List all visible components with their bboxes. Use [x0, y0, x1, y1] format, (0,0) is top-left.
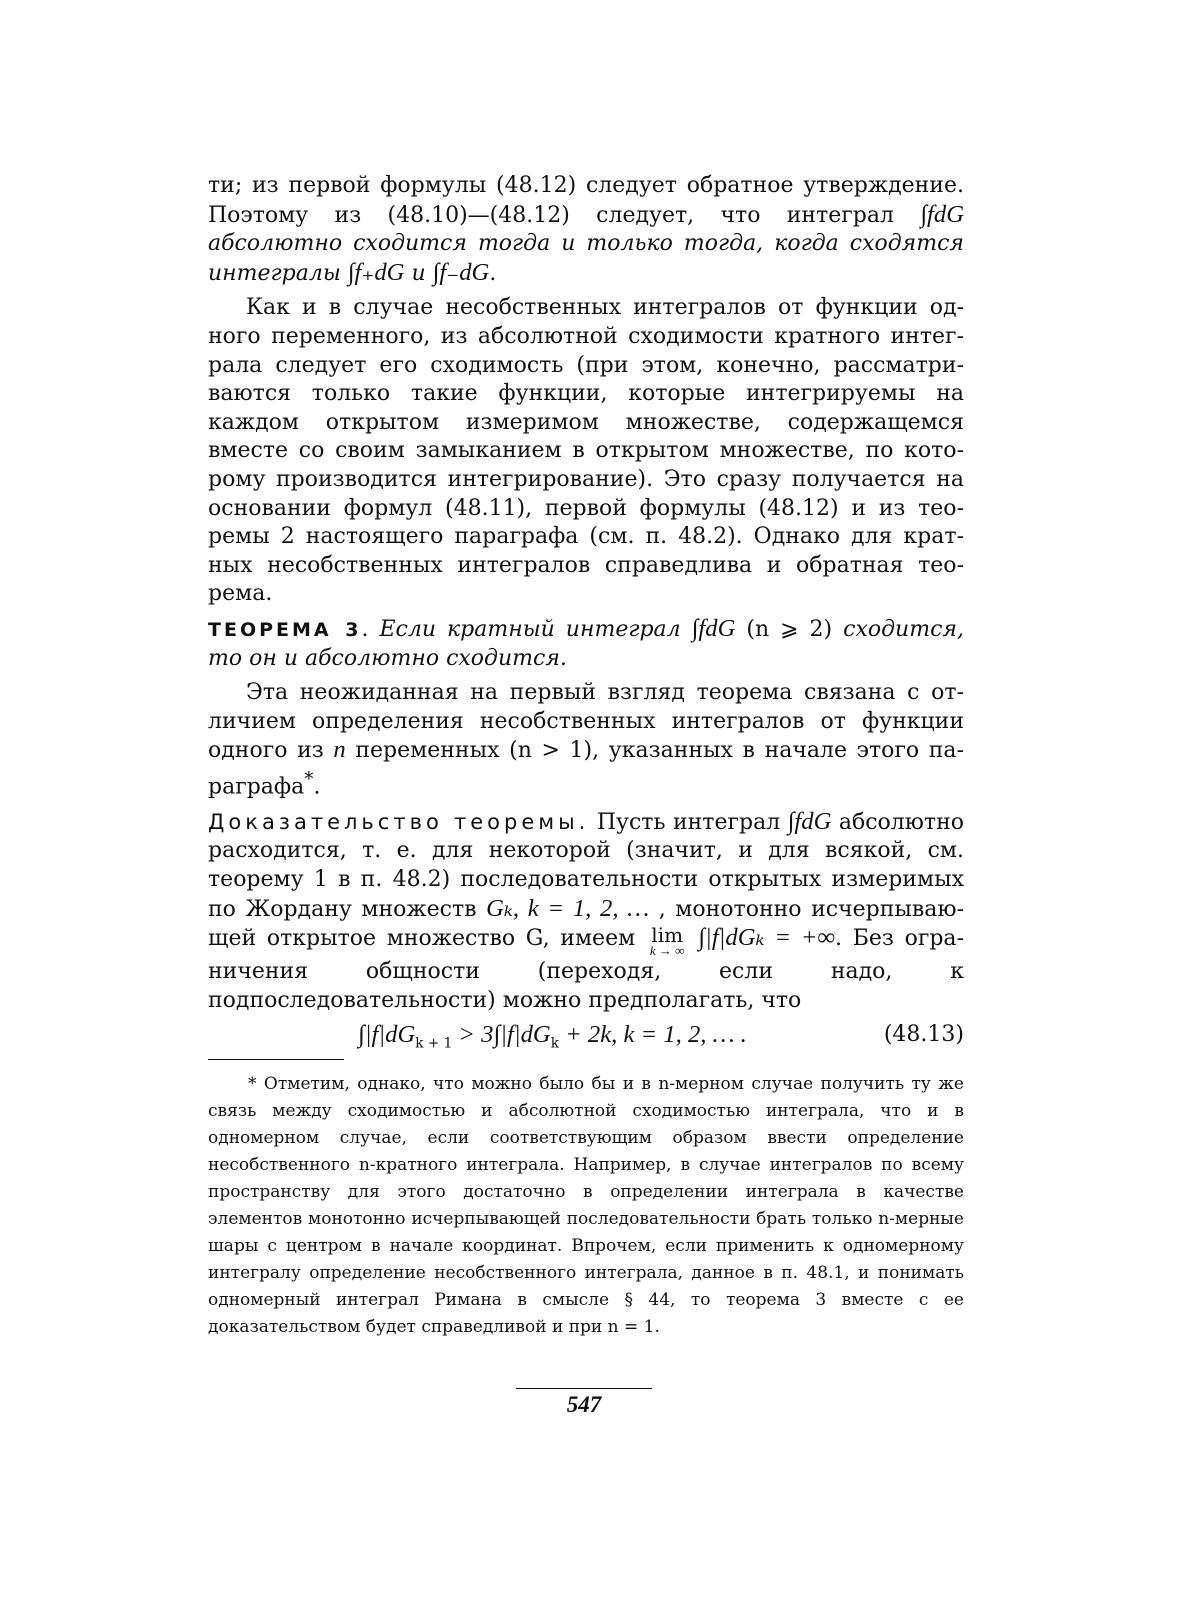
paragraph-2: Как и в случае несобственных интегралов от функции одного переменного, из абсолютной сходимости кратного интеграла следует его сходимость (при этом, конечно, рассматриваются только такие функции, которые интегрируемы на каждом открытом измеримом множестве, содержащемся вместе со своим замыканием в открытом множестве, по которому производится интегрирование). Это сразу получается на основании формул (48.11), первой формулы (48.12) и из теоремы 2 настоящего параграфа (см. п. 48.2). Однако для кратных несобственных интегралов справедлива и обратная теорема. — [208, 295, 964, 607]
page-number-rule — [516, 1388, 652, 1389]
main-text — [208, 172, 964, 1059]
paragraph-3: Эта неожиданная на первый взгляд теорема связана с отличием определения несобственных интегралов от функции одного из n переменных (n > 1), указанных в начале этого параграфа*. — [208, 680, 964, 800]
formula-number: (48.13) — [883, 1022, 964, 1048]
integral-fdG: ∫fdG — [920, 200, 964, 228]
theorem-label: ТЕОРЕМА 3 — [208, 618, 362, 641]
footnote-rule — [208, 1059, 344, 1060]
limit-expression: lim k → ∞ — [649, 923, 685, 959]
paragraph-1: ти; из первой формулы (48.12) следует обратное утверждение. Поэтому из (48.10)—(48.12) следует, что интеграл ∫fdG абсолютно сходится тогда и только тогда, когда сходятся интегралы ∫f₊dG и ∫f₋dG. — [208, 173, 964, 286]
formula-expression: $\int|f|dG_{k + 1} > 3\int|f|dG_k + 2k$, k = 1, 2, … . — [358, 1021, 747, 1052]
theorem-3: ТЕОРЕМА 3. Если кратный интеграл ∫fdG (n ⩾ 2) сходится, то он и абсолютно сходится. — [208, 614, 964, 671]
footnote: * Отметим, однако, что можно было бы и в n-мерном случае получить ту же связь между сходимостью и абсолютной сходимостью интеграла, что и в одномерном случае, если соответствующим образом ввести определение несобственного n-кратного интеграла. Например, в случае интегралов по всему пространству для этого достаточно в определении интеграла в качестве элементов монотонно исчерпывающей последовательности брать только n-мерные шары с центром в начале координат. Впрочем, если применить к одномерному интегралу определение несобственного интеграла, данное в п. 48.1, и понимать одномерный интеграл Римана в смысле § 44, то теорема 3 вместе с ее доказательством будет справедливой и при n = 1. — [208, 1074, 964, 1337]
integral-f-minus: ∫f₋dG — [432, 258, 490, 286]
integral-f-plus: ∫f₊dG — [347, 258, 405, 286]
proof: Доказательство теоремы. Пусть интеграл ∫fdG абсолютно расходится, т. е. для некоторой (значит, и для всякой, см. теорему 1 в п. 48.2) последовательности открытых измеримых по Жордану множеств Gₖ, k = 1, 2, … , монотонно исчерпывающей открытое множество G, имеем lim k → ∞ ∫|f|dGₖ = +∞. Без ограничения общности (переходя, если надо, к подпоследовательности) можно предполагать, что — [208, 807, 965, 1013]
footnote-marker: * — [304, 768, 314, 790]
formula-48-13 — [208, 1019, 964, 1059]
page-number: 547 — [566, 1392, 602, 1417]
proof-label: Доказательство теоремы. — [208, 809, 590, 834]
